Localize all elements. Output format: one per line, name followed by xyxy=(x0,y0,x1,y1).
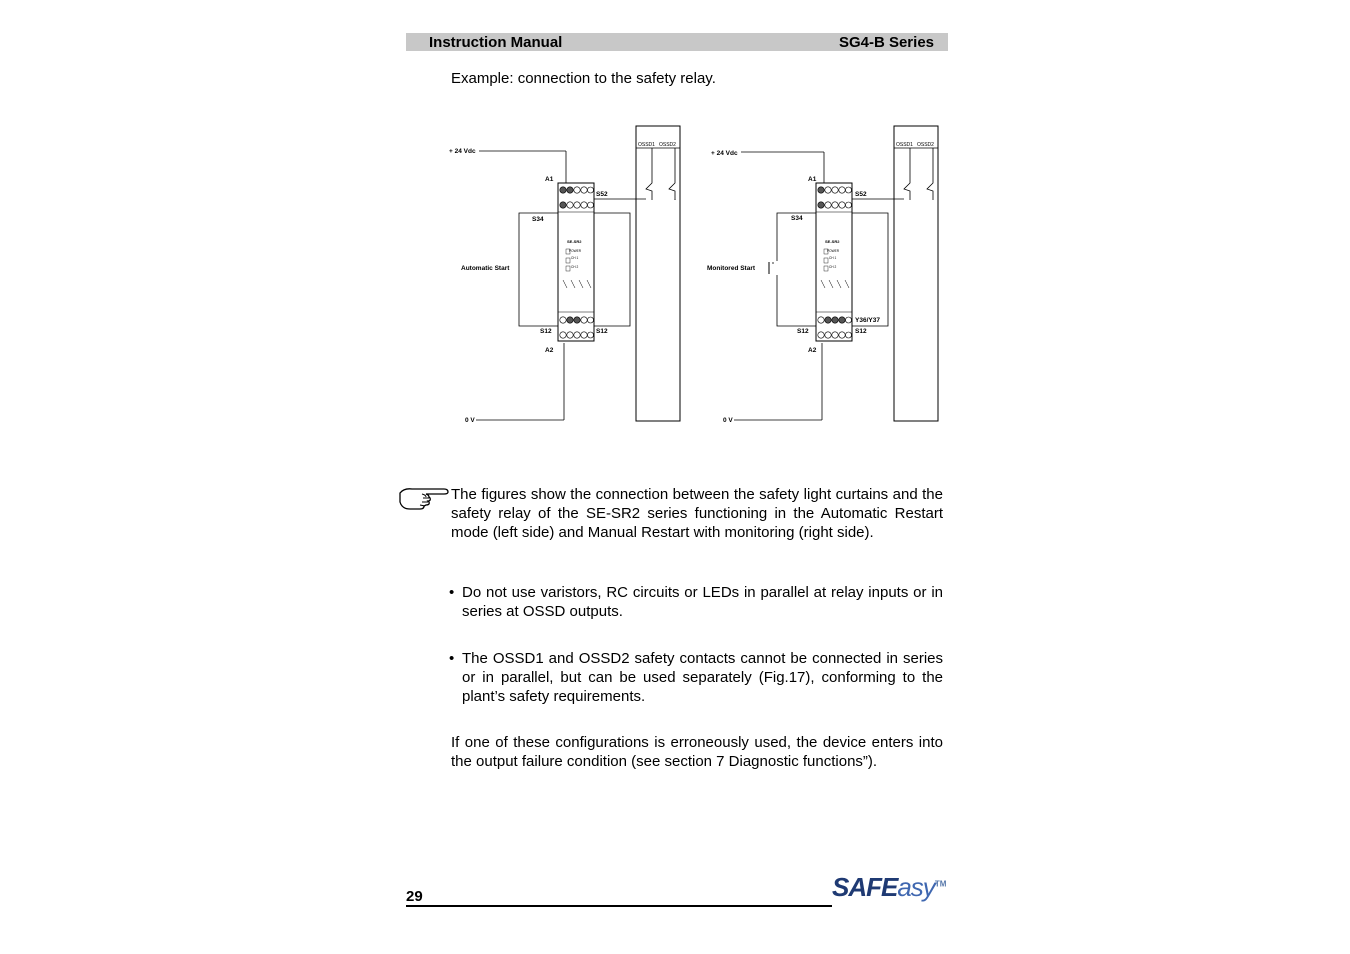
trademark-mark: TM xyxy=(934,879,947,889)
ch2-label: CH 2 xyxy=(571,265,579,269)
relay-brand-label: SE-SR2 xyxy=(567,239,582,244)
ch1-label: CH 1 xyxy=(829,256,837,260)
wiring-diagram xyxy=(445,115,955,435)
vdc-label: + 24 Vdc xyxy=(449,148,476,155)
bullet-item-varistors xyxy=(449,584,943,622)
bullet-dot: • xyxy=(449,584,455,601)
s52-label: S52 xyxy=(596,191,608,198)
power-label: POWER xyxy=(827,249,840,253)
page-number: 29 xyxy=(406,888,423,905)
s12-label-left: S12 xyxy=(540,328,552,335)
s52-label: S52 xyxy=(855,191,867,198)
right-wiring-figure xyxy=(707,126,938,424)
bullet-text: Do not use varistors, RC circuits or LEDs in parallel at relay inputs or in series at OSSD outputs. xyxy=(462,584,943,620)
logo-bold-text: SAFE xyxy=(832,872,898,902)
bullet-dot: • xyxy=(449,650,455,667)
header-series: SG4-B Series xyxy=(838,34,934,51)
s34-label: S34 xyxy=(791,215,803,222)
header-title: Instruction Manual xyxy=(429,34,563,51)
ch1-label: CH 1 xyxy=(571,256,579,260)
ch2-label: CH 2 xyxy=(829,265,837,269)
example-caption: Example: connection to the safety relay. xyxy=(451,70,716,87)
note-paragraph: The figures show the connection between the safety light curtains and the safety relay of the SE-SR2 series functioning in the Automatic Restart mode (left side) and Manual Restart with monitoring (right side). xyxy=(451,486,943,541)
vdc-label: + 24 Vdc xyxy=(711,150,738,157)
ossd1-label: OSSD1 xyxy=(638,142,655,148)
ossd1-label: OSSD1 xyxy=(896,142,913,148)
left-wiring-figure xyxy=(449,126,680,424)
closing-paragraph: If one of these configurations is erroneously used, the device enters into the output failure condition (see section 7 Diagnostic functions”). xyxy=(451,734,943,770)
zero-v-label: 0 V xyxy=(465,417,475,424)
relay-brand-label: SE-SR2 xyxy=(825,239,840,244)
s12-label-left: S12 xyxy=(797,328,809,335)
y36-y37-label: Y36/Y37 xyxy=(855,317,880,324)
automatic-start-label: Automatic Start xyxy=(461,265,510,272)
pointing-hand-icon xyxy=(398,485,450,511)
ossd2-label: OSSD2 xyxy=(659,142,676,148)
bullet-text: The OSSD1 and OSSD2 safety contacts cannot be connected in series or in parallel, but can be used separately (Fig.17), conforming to the plant’s safety requirements. xyxy=(462,650,943,705)
footer-rule xyxy=(406,905,832,907)
s12-label-right: S12 xyxy=(855,328,867,335)
a2-label: A2 xyxy=(545,347,554,354)
monitored-start-label: Monitored Start xyxy=(707,265,756,272)
header-bar xyxy=(406,33,948,51)
s34-label: S34 xyxy=(532,216,544,223)
a1-label: A1 xyxy=(808,176,817,183)
zero-v-label: 0 V xyxy=(723,417,733,424)
power-label: POWER xyxy=(569,249,582,253)
ossd2-label: OSSD2 xyxy=(917,142,934,148)
a1-label: A1 xyxy=(545,176,554,183)
a2-label: A2 xyxy=(808,347,817,354)
s12-label-right: S12 xyxy=(596,328,608,335)
logo-light-text: asy xyxy=(897,872,935,902)
safeasy-logo xyxy=(832,872,946,903)
bullet-item-ossd-contacts xyxy=(449,650,943,706)
